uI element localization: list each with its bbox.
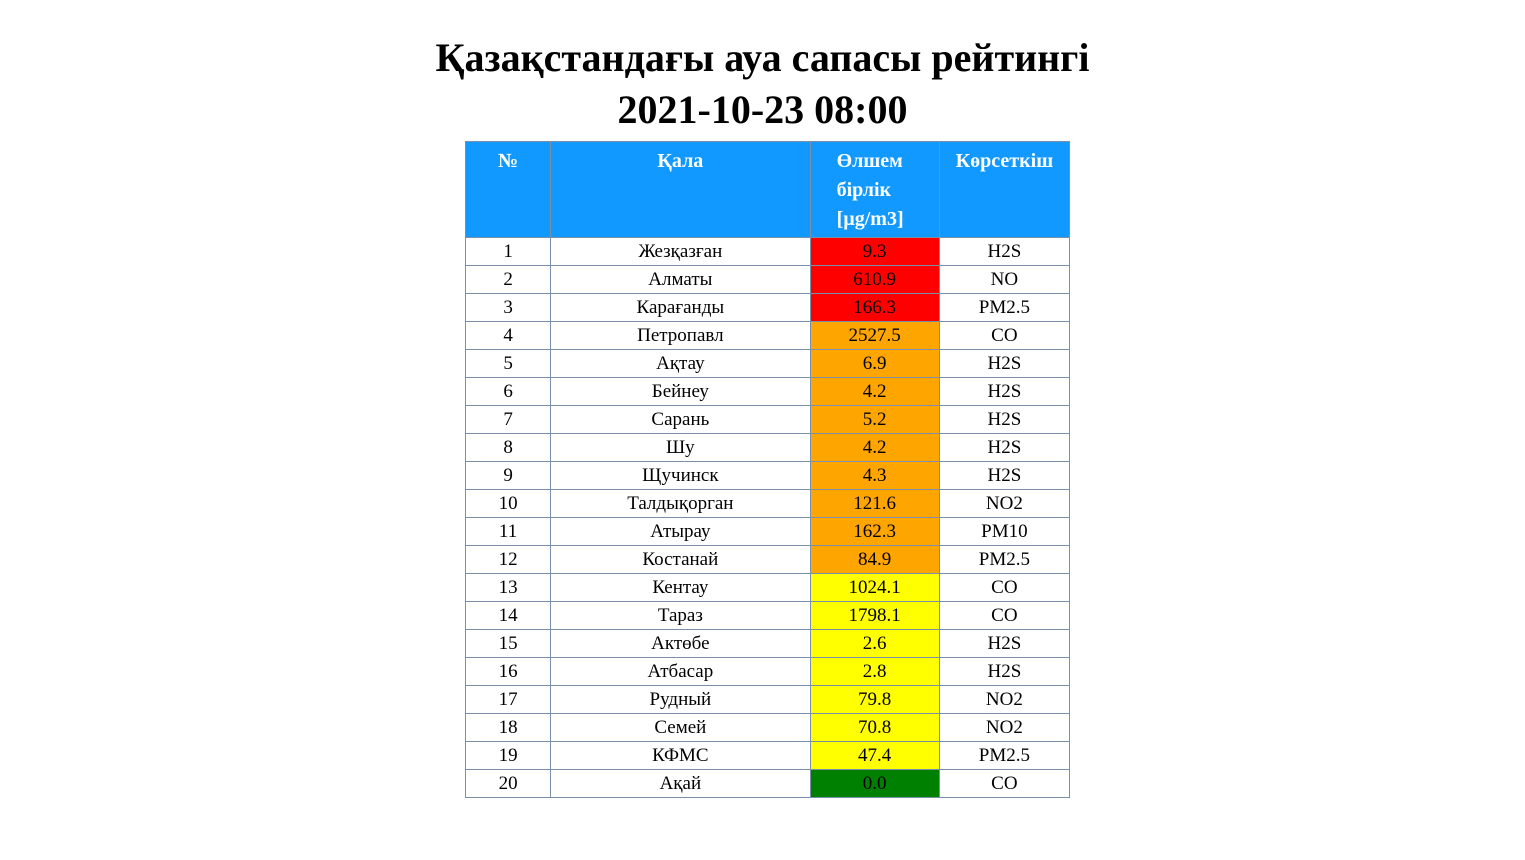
cell-indicator: PM2.5	[939, 294, 1069, 322]
cell-city: Сарань	[551, 406, 810, 434]
cell-city: Петропавл	[551, 322, 810, 350]
header-unit-line3: [µg/m3]	[836, 208, 904, 230]
cell-city: Карағанды	[551, 294, 810, 322]
cell-value: 5.2	[810, 406, 939, 434]
table-row	[466, 434, 1070, 462]
cell-number: 14	[466, 602, 551, 630]
header-indicator: Көрсеткіш	[939, 142, 1069, 238]
cell-indicator: H2S	[939, 630, 1069, 658]
cell-city: Алматы	[551, 266, 810, 294]
cell-number: 6	[466, 378, 551, 406]
cell-indicator: H2S	[939, 238, 1069, 266]
table-row	[466, 322, 1070, 350]
cell-value: 4.3	[810, 462, 939, 490]
title-datetime: 2021-10-23 08:00	[617, 87, 908, 132]
cell-value: 1024.1	[810, 574, 939, 602]
header-number: №	[466, 142, 551, 238]
page-title	[0, 32, 1525, 136]
table-row	[466, 742, 1070, 770]
table-row	[466, 350, 1070, 378]
cell-city: Шу	[551, 434, 810, 462]
cell-number: 18	[466, 714, 551, 742]
cell-city: Бейнеу	[551, 378, 810, 406]
cell-city: КФМС	[551, 742, 810, 770]
cell-indicator: NO2	[939, 686, 1069, 714]
table-row	[466, 518, 1070, 546]
cell-city: Атбасар	[551, 658, 810, 686]
cell-indicator: H2S	[939, 350, 1069, 378]
cell-number: 13	[466, 574, 551, 602]
cell-value: 84.9	[810, 546, 939, 574]
cell-number: 19	[466, 742, 551, 770]
table-row	[466, 686, 1070, 714]
cell-number: 10	[466, 490, 551, 518]
cell-city: Ақтау	[551, 350, 810, 378]
cell-value: 6.9	[810, 350, 939, 378]
cell-number: 7	[466, 406, 551, 434]
cell-city: Ақай	[551, 770, 810, 798]
cell-value: 70.8	[810, 714, 939, 742]
cell-city: Костанай	[551, 546, 810, 574]
cell-city: Талдықорган	[551, 490, 810, 518]
cell-value: 1798.1	[810, 602, 939, 630]
table-row	[466, 462, 1070, 490]
cell-indicator: H2S	[939, 658, 1069, 686]
cell-value: 47.4	[810, 742, 939, 770]
header-unit	[810, 142, 939, 238]
cell-value: 9.3	[810, 238, 939, 266]
cell-indicator: H2S	[939, 434, 1069, 462]
table-row	[466, 574, 1070, 602]
cell-indicator: CO	[939, 322, 1069, 350]
cell-city: Кентау	[551, 574, 810, 602]
table-row	[466, 714, 1070, 742]
table-row	[466, 294, 1070, 322]
table-row	[466, 658, 1070, 686]
cell-number: 12	[466, 546, 551, 574]
cell-city: Жезқазған	[551, 238, 810, 266]
table-body	[466, 238, 1070, 798]
cell-number: 5	[466, 350, 551, 378]
table-row	[466, 602, 1070, 630]
cell-value: 610.9	[810, 266, 939, 294]
cell-value: 121.6	[810, 490, 939, 518]
cell-indicator: H2S	[939, 406, 1069, 434]
cell-number: 17	[466, 686, 551, 714]
cell-number: 16	[466, 658, 551, 686]
cell-value: 4.2	[810, 434, 939, 462]
cell-indicator: H2S	[939, 378, 1069, 406]
table-row	[466, 770, 1070, 798]
table-row	[466, 266, 1070, 294]
table-row	[466, 378, 1070, 406]
cell-value: 162.3	[810, 518, 939, 546]
cell-number: 2	[466, 266, 551, 294]
cell-indicator: NO2	[939, 714, 1069, 742]
cell-number: 8	[466, 434, 551, 462]
cell-indicator: PM2.5	[939, 742, 1069, 770]
cell-number: 15	[466, 630, 551, 658]
cell-indicator: PM2.5	[939, 546, 1069, 574]
cell-indicator: CO	[939, 574, 1069, 602]
cell-city: Семей	[551, 714, 810, 742]
cell-indicator: CO	[939, 602, 1069, 630]
header-unit-line1: Өлшем	[836, 150, 903, 172]
cell-indicator: CO	[939, 770, 1069, 798]
table-row	[466, 630, 1070, 658]
cell-number: 3	[466, 294, 551, 322]
title-heading: Қазақстандағы ауа сапасы рейтингі	[435, 35, 1090, 80]
cell-city: Тараз	[551, 602, 810, 630]
header-unit-line2: бірлік	[836, 179, 892, 201]
cell-number: 20	[466, 770, 551, 798]
cell-value: 79.8	[810, 686, 939, 714]
table-row	[466, 238, 1070, 266]
cell-indicator: H2S	[939, 462, 1069, 490]
cell-indicator: PM10	[939, 518, 1069, 546]
cell-number: 4	[466, 322, 551, 350]
cell-number: 11	[466, 518, 551, 546]
cell-city: Актөбе	[551, 630, 810, 658]
air-quality-table	[465, 141, 1070, 798]
table-row	[466, 406, 1070, 434]
cell-value: 166.3	[810, 294, 939, 322]
table-row	[466, 490, 1070, 518]
cell-value: 0.0	[810, 770, 939, 798]
cell-city: Щучинск	[551, 462, 810, 490]
cell-value: 2527.5	[810, 322, 939, 350]
cell-value: 2.6	[810, 630, 939, 658]
cell-number: 1	[466, 238, 551, 266]
cell-city: Рудный	[551, 686, 810, 714]
cell-value: 2.8	[810, 658, 939, 686]
cell-value: 4.2	[810, 378, 939, 406]
cell-indicator: NO	[939, 266, 1069, 294]
cell-indicator: NO2	[939, 490, 1069, 518]
cell-city: Атырау	[551, 518, 810, 546]
table-header-row	[466, 142, 1070, 238]
cell-number: 9	[466, 462, 551, 490]
header-city: Қала	[551, 142, 810, 238]
table-row	[466, 546, 1070, 574]
